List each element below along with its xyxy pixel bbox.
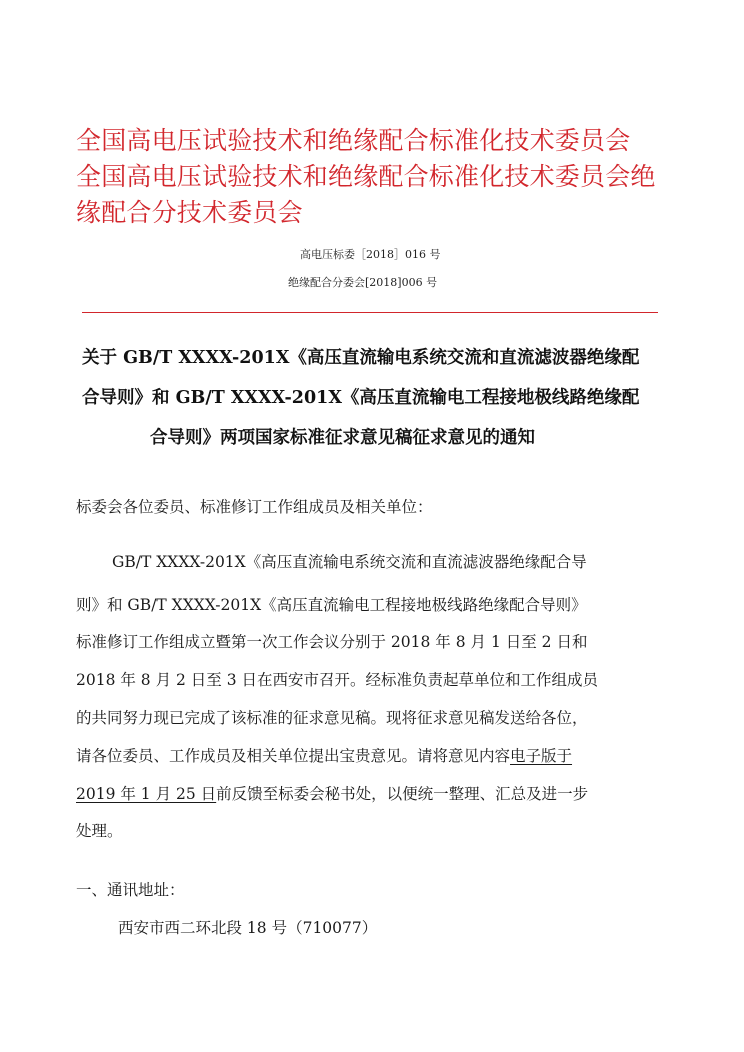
- notice-title-line-2: 合导则》和 GB/T XXXX-201X《高压直流输电工程接地极线路绝缘配: [82, 388, 640, 408]
- mailing-address: 西安市西二环北段 18 号（710077）: [118, 919, 378, 937]
- document-reference-2: 绝缘配合分委会[2018]006 号: [288, 276, 438, 289]
- paragraph-1-line-6: [76, 744, 572, 768]
- paragraph-1-line-3: 标准修订工作组成立暨第一次工作会议分别于 2018 年 8 月 1 日至 2 日和: [76, 633, 588, 651]
- deadline-emphasis-part-2: 2019 年 1 月 25 日: [76, 785, 217, 803]
- letterhead-line-1: 全国高电压试验技术和绝缘配合标准化技术委员会: [76, 126, 631, 155]
- notice-title-line-3: 合导则》两项国家标准征求意见稿征求意见的通知: [150, 428, 535, 448]
- paragraph-1-line-7-text: 前反馈至标委会秘书处，以便统一整理、汇总及进一步: [216, 785, 589, 803]
- letterhead-line-3: 缘配合分技术委员会: [76, 198, 303, 227]
- paragraph-1-line-1: GB/T XXXX-201X《高压直流输电系统交流和直流滤波器绝缘配合导: [112, 553, 587, 571]
- paragraph-1-line-6-text: 请各位委员、工作成员及相关单位提出宝贵意见。请将意见内容: [76, 747, 511, 765]
- paragraph-1-line-7: [76, 782, 588, 806]
- paragraph-1-line-8: 处理。: [76, 822, 123, 840]
- red-divider-line: [82, 312, 658, 313]
- section-heading-address: 一、通讯地址：: [76, 881, 185, 899]
- letterhead-line-2: 全国高电压试验技术和绝缘配合标准化技术委员会绝: [76, 162, 656, 191]
- paragraph-1-line-2: 则》和 GB/T XXXX-201X《高压直流输电工程接地极线路绝缘配合导则》: [76, 596, 587, 614]
- notice-title-line-1: 关于 GB/T XXXX-201X《高压直流输电系统交流和直流滤波器绝缘配: [82, 348, 640, 368]
- deadline-emphasis-part-1: 电子版于: [510, 747, 573, 765]
- salutation: 标委会各位委员、标准修订工作组成员及相关单位：: [76, 498, 433, 516]
- paragraph-1-line-4: 2018 年 8 月 2 日至 3 日在西安市召开。经标准负责起草单位和工作组成员: [76, 671, 599, 689]
- document-reference-1: 高电压标委［2018］016 号: [300, 248, 441, 261]
- paragraph-1-line-5: 的共同努力现已完成了该标准的征求意见稿。现将征求意见稿发送给各位，: [76, 709, 588, 727]
